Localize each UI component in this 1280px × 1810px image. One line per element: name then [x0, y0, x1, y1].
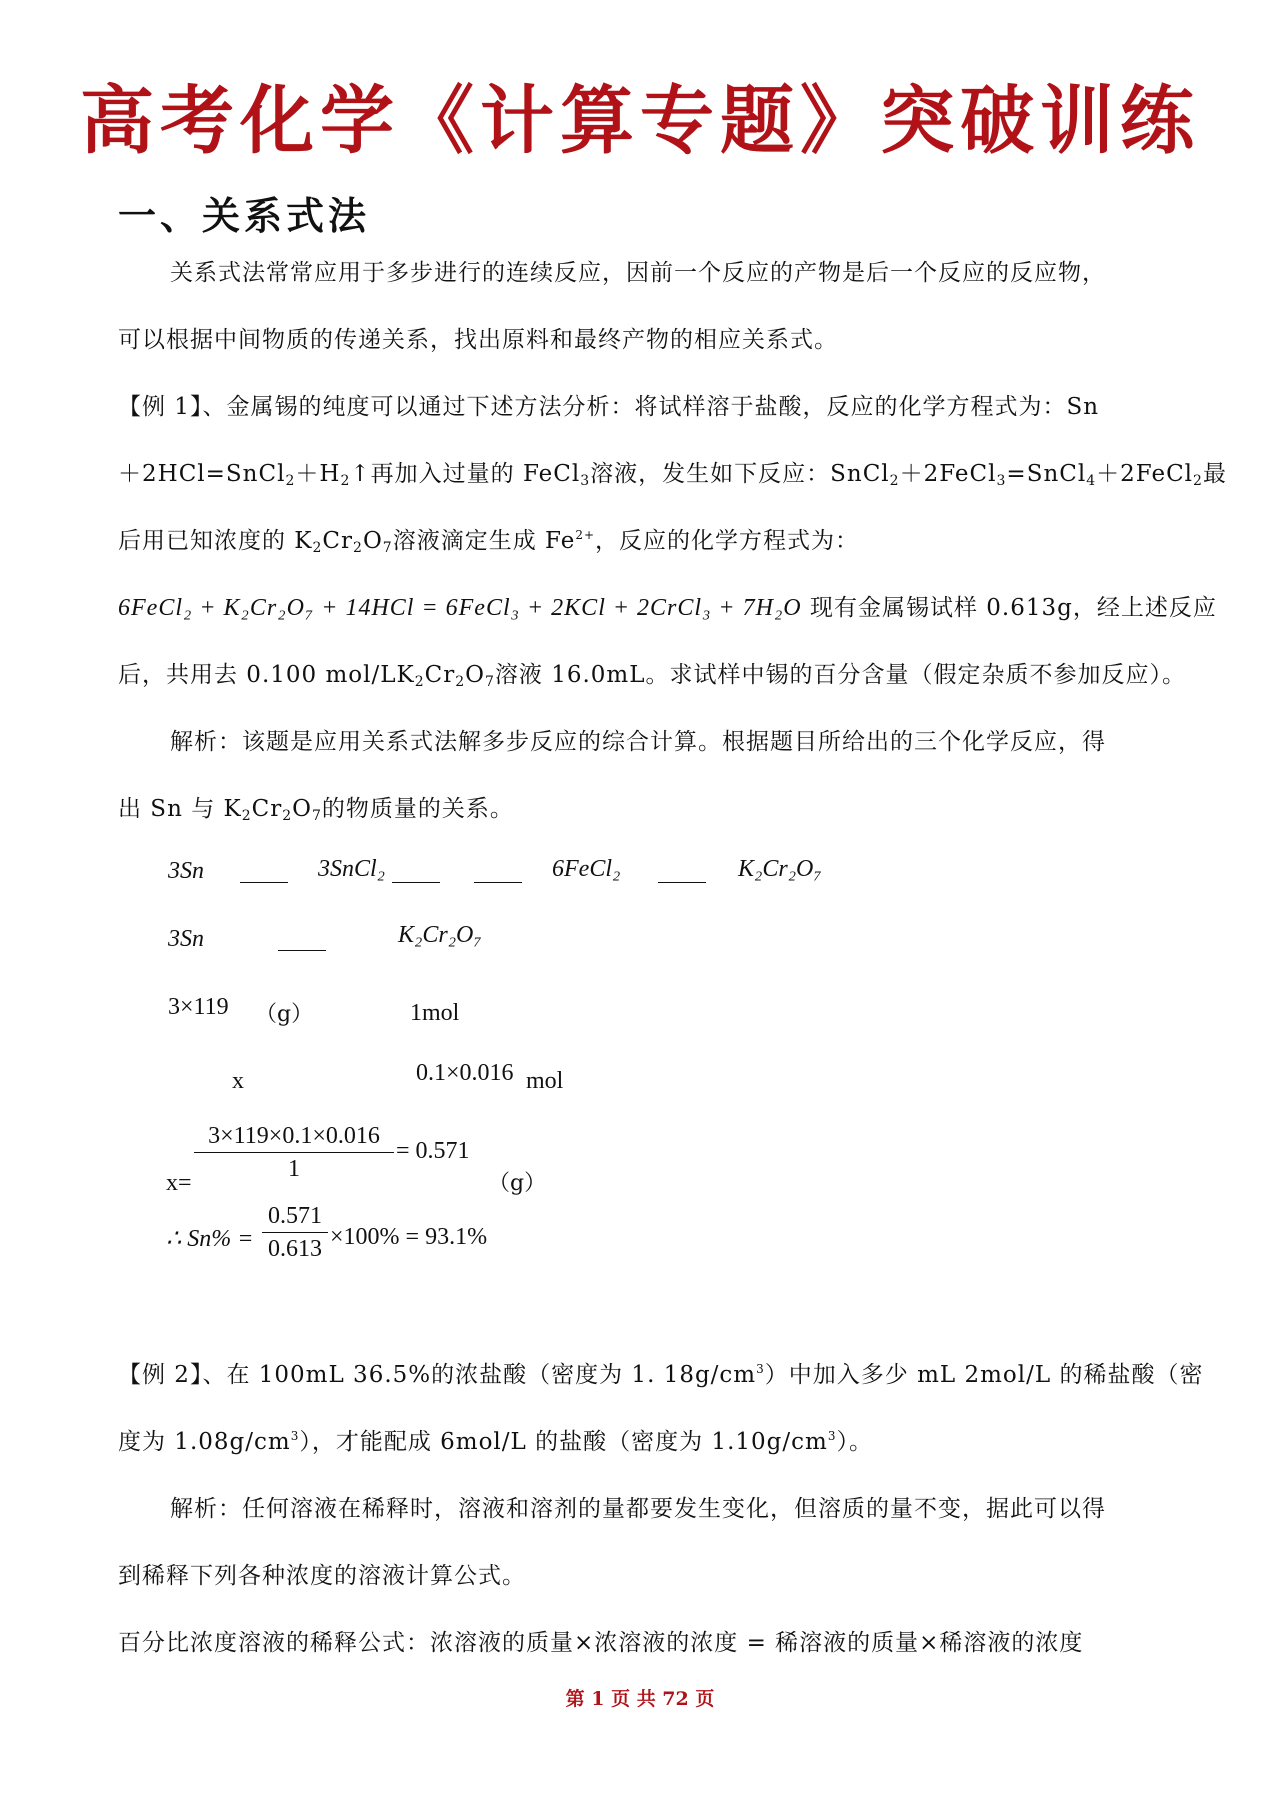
- sn-fraction: $\frac{0.571}{0.613}$: [262, 1200, 328, 1265]
- example-1-line-3: 后用已知浓度的 $K_2Cr_2O_7$溶液滴定生成 $Fe^{2+}$，反应的化学方程式为：: [118, 528, 860, 556]
- example-1-line-1: 【例 1】、金属锡的纯度可以通过下述方法分析：将试样溶于盐酸，反应的化学方程式为：Sn: [118, 394, 1100, 420]
- solution-1-line-2: 出 Sn 与 $K_2Cr_2O_7$的物质量的关系。: [118, 796, 514, 824]
- chain-dash: [474, 882, 522, 883]
- page-title: 高考化学《计算专题》突破训练: [80, 78, 1200, 164]
- row-x-right: 0.1×0.016: [416, 1060, 514, 1086]
- example-1-label: 【例 1】: [118, 394, 203, 420]
- x-fraction: $\frac{3\times 119\times 0.1\times 0.016}{1}$: [194, 1120, 394, 1185]
- example-1-line-2: $+2HCl=SnCl_2+H_2↑$再加入过量的 FeCl$_3$溶液，发生如下反应：SnCl$_2$＋2FeCl$_3$=SnCl$_4$＋2FeCl$_2$最: [118, 461, 1227, 489]
- sn-percent-label: ∴ Sn% =: [166, 1226, 254, 1252]
- row-mass-left: 3×119: [168, 994, 229, 1020]
- x-label: x=: [166, 1170, 192, 1196]
- example-2-line-1: 【例 2】、在 100mL 36.5%的浓盐酸（密度为 1. $18g/cm^3$）中加入多少 mL 2mol/L 的稀盐酸（密: [118, 1362, 1204, 1388]
- reaction-equation: 6FeCl₂ + K₂Cr₂O₇ + 14HCl = 6FeCl₃ + 2KCl + 2CrCl₃ + 7H₂O: [118, 595, 802, 621]
- chain-dash: [392, 882, 440, 883]
- example-1-line-4: 6FeCl₂ + K₂Cr₂O₇ + 14HCl = 6FeCl₃ + 2KCl + 2CrCl₃ + 7H₂O 现有金属锡试样 0.613g，经上述反应: [118, 595, 1217, 621]
- chain-item: 3Sn: [168, 858, 204, 884]
- pair-dash: [278, 950, 326, 951]
- solution-2-line-2: 到稀释下列各种浓度的溶液计算公式。: [118, 1563, 526, 1589]
- chain-item: 6FeCl₂: [552, 856, 621, 882]
- dilution-formula: 百分比浓度溶液的稀释公式：浓溶液的质量×浓溶液的浓度 = 稀溶液的质量×稀溶液的浓度: [118, 1630, 1084, 1656]
- page-footer: 第 1 页 共 72 页: [565, 1688, 715, 1710]
- row-x-left: x: [232, 1068, 244, 1094]
- pair-item: 3Sn: [168, 926, 204, 952]
- example-2-line-2: 度为 $1.08g/cm^3$），才能配成 6mol/L 的盐酸（密度为 $1.10g/cm^3$）。: [118, 1429, 873, 1455]
- example-2-label: 【例 2】: [118, 1362, 203, 1388]
- chain-item: 3SnCl₂: [318, 856, 386, 882]
- chain-item: K₂Cr₂O₇: [738, 856, 822, 882]
- row-mol-right: 1mol: [410, 1000, 460, 1026]
- x-result: = 0.571: [396, 1138, 470, 1164]
- solution-1-line-1: 解析：该题是应用关系式法解多步反应的综合计算。根据题目所给出的三个化学反应，得: [170, 729, 1106, 755]
- solution-2-line-1: 解析：任何溶液在稀释时，溶液和溶剂的量都要发生变化，但溶质的量不变，据此可以得: [170, 1496, 1106, 1522]
- example-1-line-5: 后，共用去 0.100 mol/$LK_2Cr_2O_7$溶液 16.0mL。求试样中锡的百分含量（假定杂质不参加反应）。: [118, 662, 1187, 690]
- sn-percent-result: ×100% = 93.1%: [330, 1224, 488, 1250]
- section-heading: 一、关系式法: [118, 194, 371, 238]
- row-mass-unit: （g）: [255, 1002, 314, 1027]
- chain-dash: [658, 882, 706, 883]
- intro-line-2: 可以根据中间物质的传递关系，找出原料和最终产物的相应关系式。: [118, 327, 838, 353]
- chain-dash: [240, 882, 288, 883]
- row-x-unit: mol: [526, 1068, 564, 1094]
- pair-item: K₂Cr₂O₇: [398, 922, 482, 948]
- x-unit: （g）: [488, 1171, 547, 1196]
- intro-line-1: 关系式法常常应用于多步进行的连续反应，因前一个反应的产物是后一个反应的反应物，: [170, 260, 1106, 286]
